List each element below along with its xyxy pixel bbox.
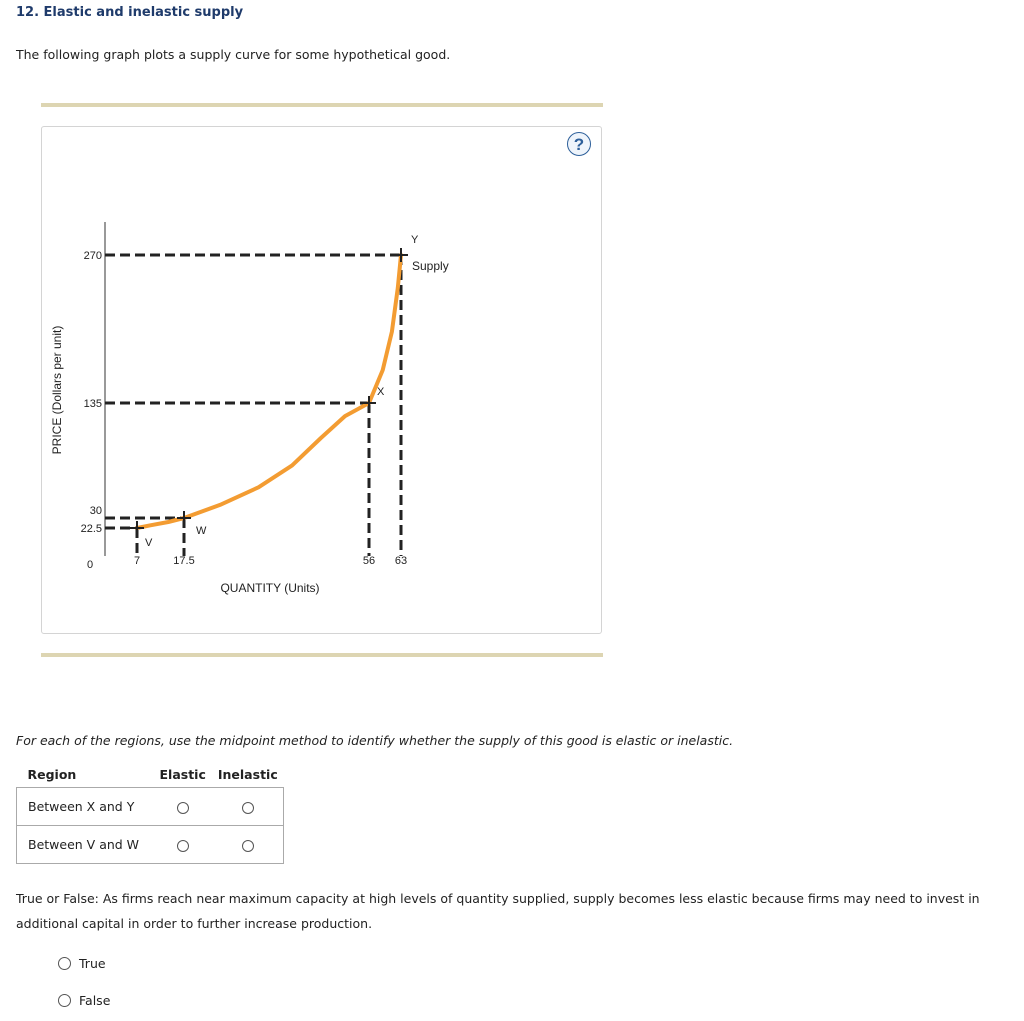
- x-tick-label: 17.5: [173, 555, 195, 567]
- table-row: [17, 826, 284, 864]
- elastic-radio-v-w[interactable]: [177, 840, 189, 852]
- table-row: [17, 788, 284, 826]
- x-tick-label: 56: [362, 555, 376, 567]
- false-option[interactable]: [58, 993, 110, 1008]
- x-tick-label: 7: [133, 555, 141, 567]
- point-label-V: V: [145, 537, 153, 549]
- origin-label: 0: [86, 559, 94, 571]
- true-radio[interactable]: [58, 957, 71, 970]
- elastic-radio-x-y[interactable]: [177, 802, 189, 814]
- point-label-X: X: [377, 386, 385, 398]
- point-label-W: W: [196, 525, 207, 537]
- x-tick-label: 63: [394, 555, 408, 567]
- column-header-region: Region: [17, 762, 154, 788]
- column-header-elastic: Elastic: [154, 762, 212, 788]
- region-label: Between V and W: [17, 826, 154, 864]
- y-tick-label: 135: [83, 398, 102, 410]
- supply-curve: [137, 255, 401, 528]
- supply-label: Supply: [412, 259, 449, 273]
- y-axis-label: PRICE (Dollars per unit): [50, 325, 64, 455]
- question-title: 12. Elastic and inelastic supply: [16, 5, 244, 20]
- true-label: True: [79, 956, 106, 971]
- inelastic-radio-x-y[interactable]: [242, 802, 254, 814]
- false-radio[interactable]: [58, 994, 71, 1007]
- region-table: [16, 762, 284, 864]
- region-label: Between X and Y: [17, 788, 154, 826]
- point-label-Y: Y: [411, 234, 419, 246]
- y-tick-label: 270: [83, 250, 102, 262]
- true-option[interactable]: [58, 956, 106, 971]
- x-axis-label: QUANTITY (Units): [220, 581, 320, 595]
- y-tick-label: 30: [89, 505, 102, 517]
- true-false-question: True or False: As firms reach near maximum capacity at high levels of quantity supplied, supply becomes less elastic because firms may need to invest in additional capital in order to further increase production.: [16, 891, 980, 931]
- false-label: False: [79, 993, 111, 1008]
- inelastic-radio-v-w[interactable]: [242, 840, 254, 852]
- help-button[interactable]: ?: [567, 132, 591, 156]
- y-tick-label: 22.5: [80, 523, 102, 535]
- column-header-inelastic: Inelastic: [212, 762, 284, 788]
- instructions: For each of the regions, use the midpoint method to identify whether the supply of this good is elastic or inelastic.: [16, 733, 734, 748]
- intro-text: The following graph plots a supply curve for some hypothetical good.: [16, 47, 451, 62]
